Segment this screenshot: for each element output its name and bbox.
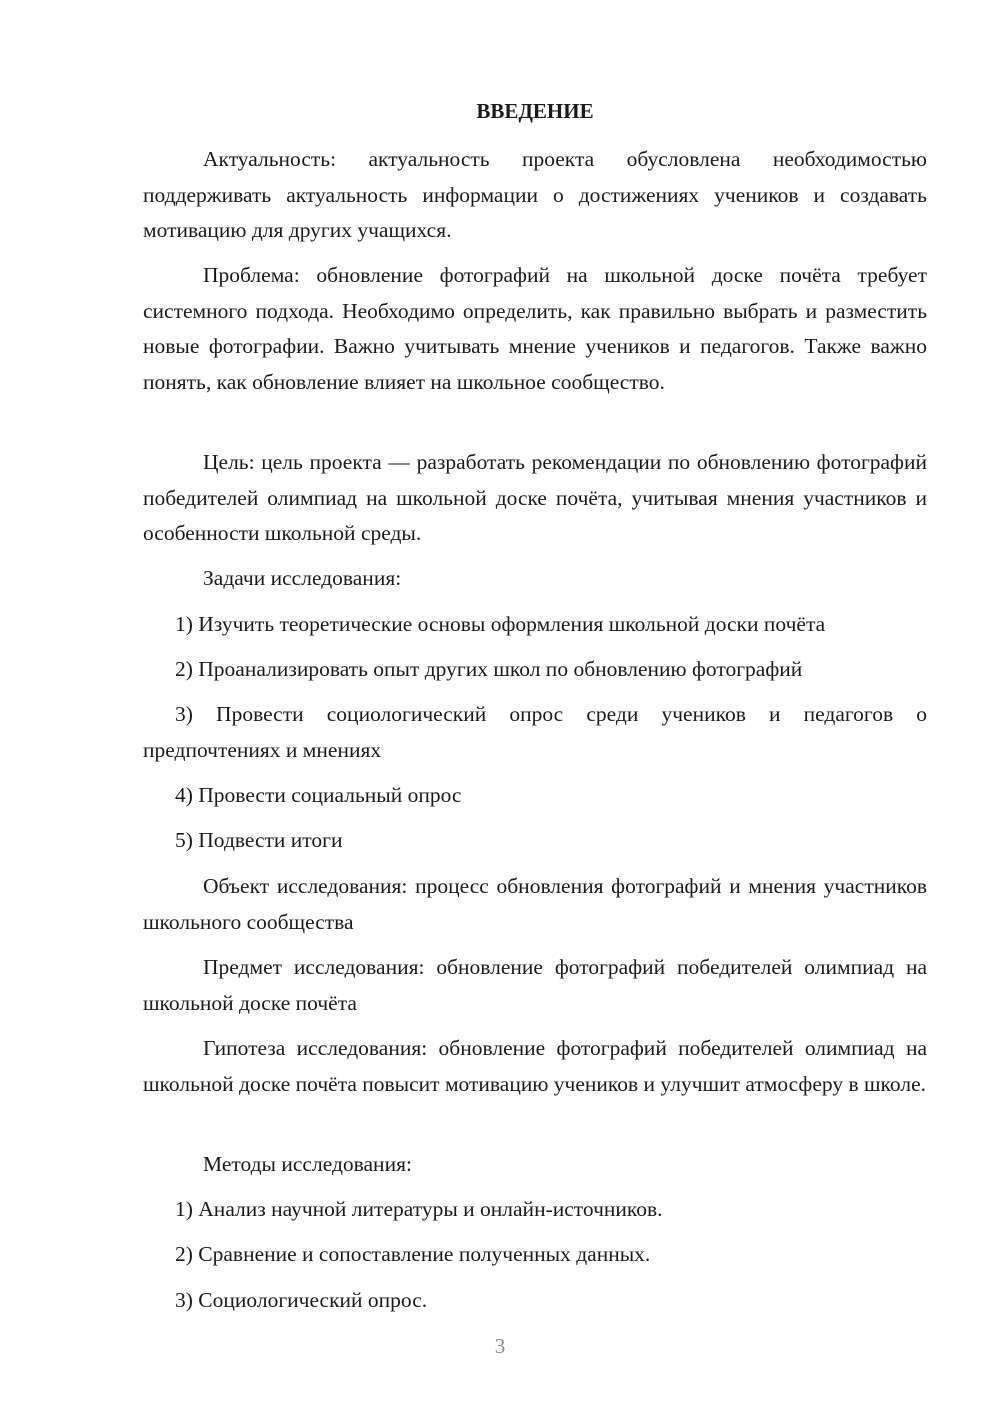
method-item: 1) Анализ научной литературы и онлайн-источников.: [175, 1197, 663, 1221]
page-number: 3: [494, 1334, 506, 1358]
method-item: 2) Сравнение и сопоставление полученных данных.: [175, 1242, 651, 1266]
task-item: 3) Провести социологический опрос среди учеников и педагогов о предпочтениях и мнениях: [143, 702, 927, 762]
task-item: 2) Проанализировать опыт других школ по обновлению фотографий: [175, 657, 803, 681]
task-item: 1) Изучить теоретические основы оформления школьной доски почёта: [175, 612, 826, 636]
goal-paragraph: Цель: цель проекта — разработать рекомендации по обновлению фотографий победителей олимпиад на школьной доске почёта, учитывая мнения участников и особенности школьной среды.: [143, 450, 927, 545]
method-item: 3) Социологический опрос.: [175, 1288, 428, 1312]
object-paragraph: Объект исследования: процесс обновления фотографий и мнения участников школьного сообщества: [143, 874, 927, 934]
problem-paragraph: Проблема: обновление фотографий на школьной доске почёта требует системного подхода. Необходимо определить, как правильно выбрать и разместить новые фотографии. Важно учитывать мнение учеников и педагогов. Также важно понять, как обновление влияет на школьное сообщество.: [143, 263, 927, 394]
tasks-heading: Задачи исследования:: [203, 566, 402, 590]
task-item: 5) Подвести итоги: [175, 828, 343, 852]
task-item: 4) Провести социальный опрос: [175, 783, 462, 807]
document-page: [143, 0, 927, 1414]
methods-heading: Методы исследования:: [203, 1152, 412, 1176]
hypothesis-paragraph: Гипотеза исследования: обновление фотографий победителей олимпиад на школьной доске почёта повысит мотивацию учеников и улучшит атмосферу в школе.: [143, 1036, 927, 1096]
subject-paragraph: Предмет исследования: обновление фотографий победителей олимпиад на школьной доске почёта: [143, 955, 927, 1015]
page-title: ВВЕДЕНИЕ: [476, 99, 594, 123]
relevance-paragraph: Актуальность: актуальность проекта обусловлена необходимостью поддерживать актуальность информации о достижениях учеников и создавать мотивацию для других учащихся.: [143, 147, 927, 242]
